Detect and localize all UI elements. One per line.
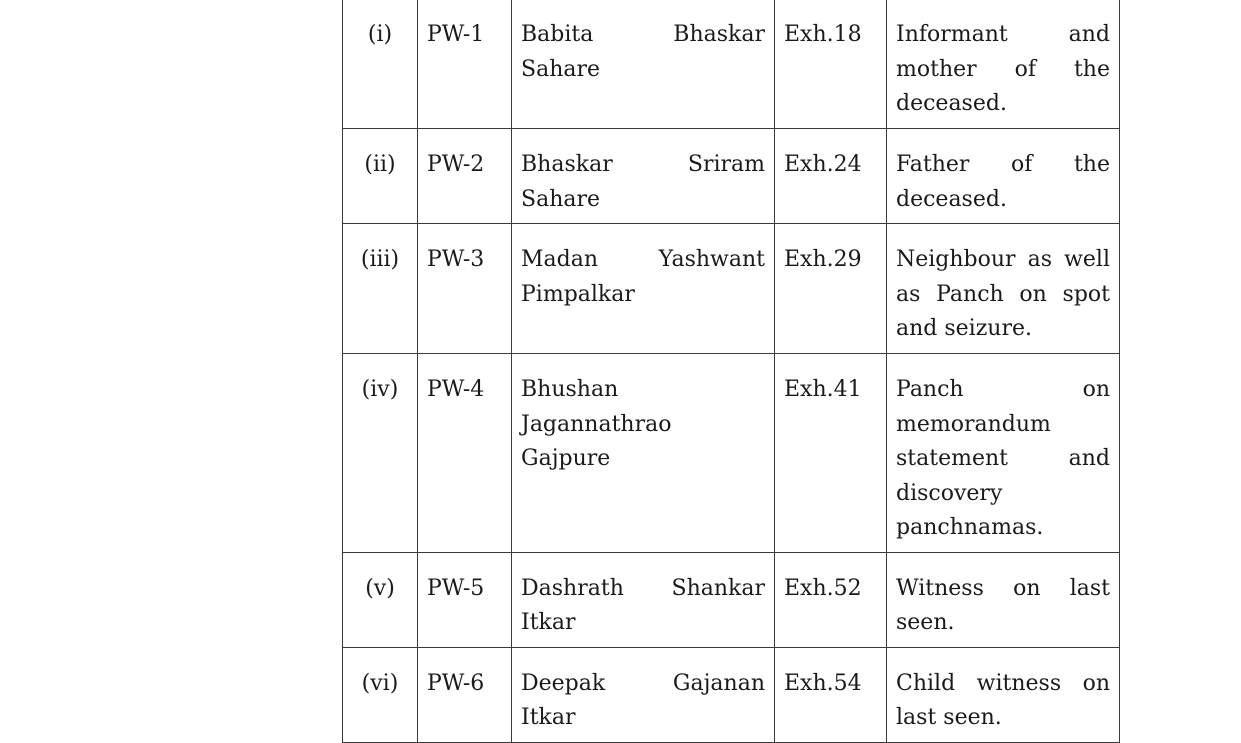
witness-description-cell: Witness on last seen.	[887, 552, 1120, 647]
witness-id-cell: PW-4	[418, 354, 512, 553]
witness-id-cell: PW-3	[418, 224, 512, 354]
witness-id-cell: PW-1	[418, 0, 512, 129]
exhibit-cell: Exh.54	[775, 647, 887, 742]
table-row	[343, 224, 1120, 354]
witness-description-cell: Father of the deceased.	[887, 129, 1120, 224]
witness-table-container	[342, 0, 1119, 743]
serial-number-cell: (iv)	[343, 354, 418, 553]
serial-number-cell: (ii)	[343, 129, 418, 224]
table-row	[343, 647, 1120, 742]
exhibit-cell: Exh.41	[775, 354, 887, 553]
serial-number-cell: (v)	[343, 552, 418, 647]
serial-number-cell: (i)	[343, 0, 418, 129]
witness-id-cell: PW-5	[418, 552, 512, 647]
witness-description-cell: Informant and mother of the deceased.	[887, 0, 1120, 129]
witness-description-cell: Child witness on last seen.	[887, 647, 1120, 742]
witness-id-cell: PW-2	[418, 129, 512, 224]
witness-name-cell: Bhaskar Sriram Sahare	[512, 129, 775, 224]
exhibit-cell: Exh.52	[775, 552, 887, 647]
table-row	[343, 129, 1120, 224]
exhibit-cell: Exh.29	[775, 224, 887, 354]
exhibit-cell: Exh.24	[775, 129, 887, 224]
witness-name-cell: Madan Yashwant Pimpalkar	[512, 224, 775, 354]
witness-name-cell: Deepak Gajanan Itkar	[512, 647, 775, 742]
witness-description-cell: Panch on memorandum statement and discovery panchnamas.	[887, 354, 1120, 553]
exhibit-cell: Exh.18	[775, 0, 887, 129]
table-row	[343, 354, 1120, 553]
serial-number-cell: (vi)	[343, 647, 418, 742]
witness-table	[342, 0, 1120, 743]
witness-description-cell: Neighbour as well as Panch on spot and seizure.	[887, 224, 1120, 354]
table-row	[343, 552, 1120, 647]
serial-number-cell: (iii)	[343, 224, 418, 354]
witness-name-cell: Babita Bhaskar Sahare	[512, 0, 775, 129]
witness-id-cell: PW-6	[418, 647, 512, 742]
witness-name-cell: Bhushan Jagannathrao Gajpure	[512, 354, 775, 553]
table-row	[343, 0, 1120, 129]
witness-name-cell: Dashrath Shankar Itkar	[512, 552, 775, 647]
